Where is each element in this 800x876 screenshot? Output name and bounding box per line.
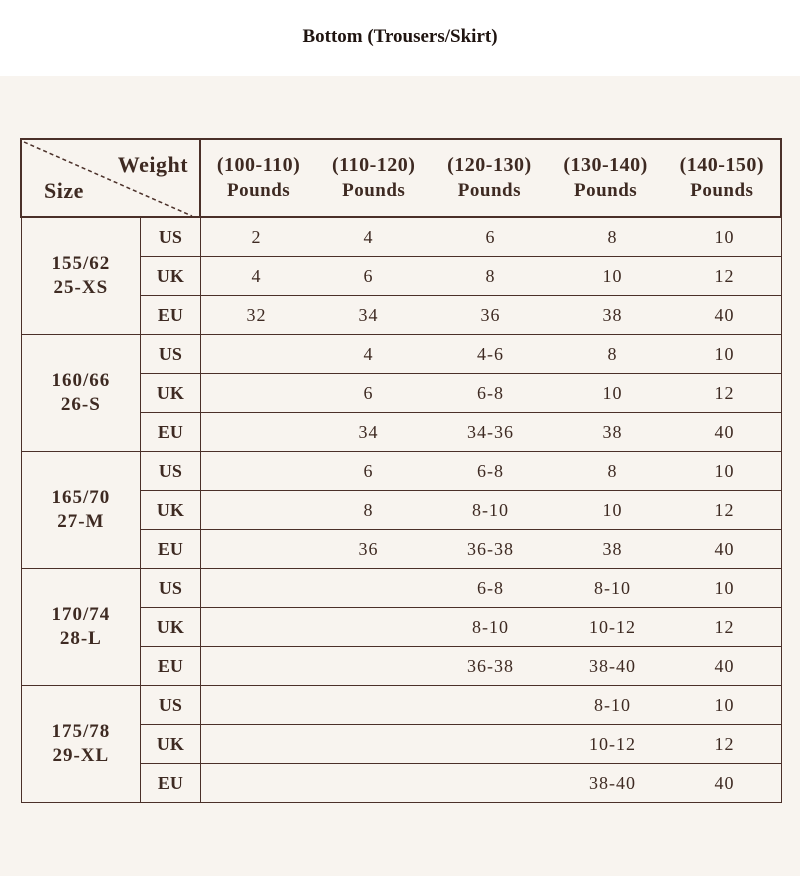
- size-measure: 160/66: [51, 370, 111, 391]
- size-value: 10: [714, 343, 735, 364]
- size-measure: 165/70: [51, 487, 111, 508]
- region-label: EU: [141, 530, 200, 569]
- values-cell: [200, 608, 781, 647]
- region-label: UK: [141, 257, 200, 296]
- values-cell: [200, 217, 781, 257]
- weight-column-header: [563, 153, 647, 203]
- header-row: [21, 139, 781, 217]
- region-label: EU: [141, 647, 200, 686]
- size-value: 8: [607, 343, 618, 364]
- size-value: 12: [714, 616, 735, 637]
- region-label: EU: [141, 764, 200, 803]
- table-row: [21, 452, 781, 491]
- values-cell: [200, 413, 781, 452]
- size-code: 25-XS: [53, 277, 109, 298]
- size-value: 38: [602, 304, 623, 325]
- weight-range: (100-110): [216, 154, 301, 176]
- table-row: [21, 686, 781, 725]
- size-value: 8: [607, 226, 618, 247]
- size-measure: 170/74: [51, 604, 111, 625]
- values-cell: [200, 257, 781, 296]
- size-value: 12: [714, 733, 735, 754]
- size-value: 34: [358, 304, 379, 325]
- size-value: 6: [363, 460, 374, 481]
- weight-column-header: [680, 153, 764, 203]
- size-value: 4: [363, 226, 374, 247]
- size-value: 8-10: [593, 577, 631, 598]
- values-cell: [200, 725, 781, 764]
- corner-weight-label: Weight: [117, 152, 189, 177]
- region-label: UK: [141, 491, 200, 530]
- size-value: 40: [714, 538, 735, 559]
- size-value: 10: [714, 460, 735, 481]
- size-value: 10-12: [588, 733, 636, 754]
- weight-unit: Pounds: [342, 180, 406, 201]
- region-label: US: [141, 452, 200, 491]
- size-measure: 175/78: [51, 721, 111, 742]
- size-value: 12: [714, 499, 735, 520]
- size-value: 10-12: [588, 616, 636, 637]
- region-label: US: [141, 335, 200, 374]
- weight-range: (120-130): [447, 154, 532, 176]
- size-value: 36: [480, 304, 501, 325]
- size-value: 40: [714, 772, 735, 793]
- size-value: 6: [363, 382, 374, 403]
- size-value: 8-10: [471, 499, 509, 520]
- region-label: UK: [141, 374, 200, 413]
- values-cell: [200, 374, 781, 413]
- weight-column-header: [332, 153, 415, 203]
- size-value: 38-40: [588, 655, 636, 676]
- size-value: 4-6: [476, 343, 504, 364]
- size-value: 6: [485, 226, 496, 247]
- size-code: 29-XL: [52, 745, 110, 766]
- weight-column-header: [447, 153, 531, 203]
- values-cell: [200, 764, 781, 803]
- size-value: 32: [246, 304, 267, 325]
- region-label: UK: [141, 608, 200, 647]
- size-value: 12: [714, 265, 735, 286]
- region-label: US: [141, 569, 200, 608]
- size-code: 28-L: [59, 628, 102, 649]
- weight-range: (130-140): [563, 154, 648, 176]
- size-value: 2: [251, 226, 262, 247]
- size-group-cell: [21, 569, 141, 686]
- size-value: 10: [714, 694, 735, 715]
- weight-range: (140-150): [679, 154, 765, 176]
- weight-unit: Pounds: [457, 180, 521, 201]
- size-measure: 155/62: [51, 253, 111, 274]
- size-group-cell: [21, 686, 141, 803]
- region-label: EU: [141, 296, 200, 335]
- size-value: 8: [607, 460, 618, 481]
- weight-unit: Pounds: [690, 180, 754, 201]
- size-chart-table: [20, 138, 782, 803]
- table-row: [21, 217, 781, 257]
- values-cell: [200, 647, 781, 686]
- size-value: 8: [485, 265, 496, 286]
- size-value: 4: [363, 343, 374, 364]
- region-label: US: [141, 686, 200, 725]
- region-label: US: [141, 217, 200, 257]
- size-value: 34: [358, 421, 379, 442]
- values-cell: [200, 335, 781, 374]
- page-title: Bottom (Trousers/Skirt): [302, 26, 498, 47]
- size-value: 8-10: [593, 694, 631, 715]
- size-value: 6-8: [476, 382, 504, 403]
- size-value: 40: [714, 304, 735, 325]
- size-value: 38-40: [588, 772, 636, 793]
- values-cell: [200, 296, 781, 335]
- size-value: 12: [714, 382, 735, 403]
- weight-column-header: [217, 153, 300, 203]
- size-group-cell: [21, 217, 141, 335]
- size-value: 8: [363, 499, 374, 520]
- values-cell: [200, 530, 781, 569]
- size-value: 4: [251, 265, 262, 286]
- size-group-cell: [21, 452, 141, 569]
- size-value: 8-10: [471, 616, 509, 637]
- table-row: [21, 569, 781, 608]
- values-cell: [200, 491, 781, 530]
- size-value: 38: [602, 538, 623, 559]
- values-cell: [200, 569, 781, 608]
- table-row: [21, 335, 781, 374]
- size-code: 27-M: [57, 511, 105, 532]
- corner-header: [21, 139, 200, 217]
- size-value: 34-36: [466, 421, 514, 442]
- size-value: 10: [602, 382, 623, 403]
- weight-unit: Pounds: [226, 180, 291, 201]
- region-label: UK: [141, 725, 200, 764]
- weight-unit: Pounds: [574, 180, 638, 201]
- values-cell: [200, 686, 781, 725]
- size-code: 26-S: [60, 394, 101, 415]
- size-value: 36: [358, 538, 379, 559]
- size-value: 36-38: [466, 538, 514, 559]
- size-value: 10: [602, 499, 623, 520]
- size-value: 6-8: [476, 577, 504, 598]
- corner-size-label: Size: [44, 178, 84, 203]
- values-cell: [200, 452, 781, 491]
- weight-range: (110-120): [332, 154, 416, 176]
- size-value: 10: [602, 265, 623, 286]
- size-value: 38: [602, 421, 623, 442]
- size-value: 40: [714, 655, 735, 676]
- size-value: 40: [714, 421, 735, 442]
- size-value: 6-8: [476, 460, 504, 481]
- region-label: EU: [141, 413, 200, 452]
- size-value: 36-38: [466, 655, 514, 676]
- size-value: 10: [714, 577, 735, 598]
- weight-headers: [200, 139, 781, 217]
- size-value: 6: [363, 265, 374, 286]
- size-value: 10: [714, 226, 735, 247]
- size-group-cell: [21, 335, 141, 452]
